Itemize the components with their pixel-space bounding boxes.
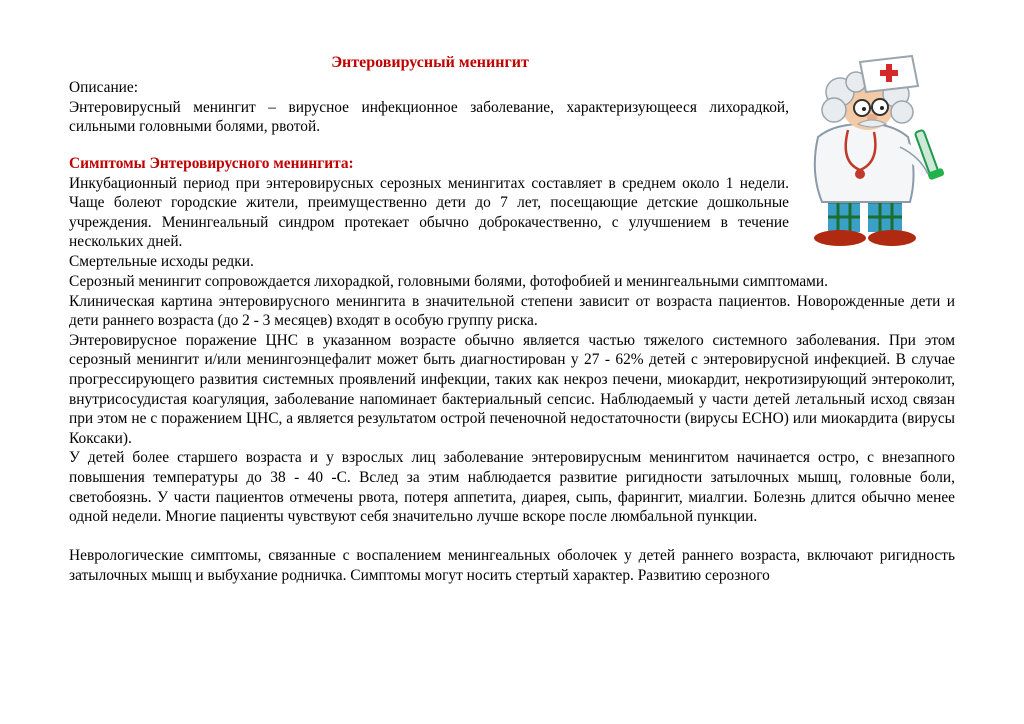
main-text-section	[69, 272, 955, 586]
paragraph-neuro: Неврологические симптомы, связанные с воспалением менингеальных оболочек у детей раннего возраста, включают ригидность затылочных мышц и выбухание родничка. Симптомы могут носить стертый характер. Развитию серозного	[69, 547, 955, 584]
document-title: Энтеровирусный менингит	[331, 54, 529, 71]
paragraph-incubation: Инкубационный период при энтеровирусных серозных менингитах составляет в среднем около 1 недели. Чаще болеют городские жители, преимущественно дети до 7 лет, посещающие детские дошкольные учреждения. Менингеальный синдром протекает обычно доброкачественно, с улучшением в течение нескольких дней.	[69, 174, 789, 251]
paragraph-older: У детей более старшего возраста и у взрослых лиц заболевание энтеровирусным менингитом начинается остро, с внезапного повышения температуры до 38 - 40 -С. Вслед за этим наблюдается развитие ригидности затылочных мышц, головные боли, светобоязнь. У части пациентов отмечены рвота, потеря аппетита, диарея, сыпь, фарингит, миалгии. Болезнь длится обычно менее одной недели. Многие пациенты чувствуют себя значительно лучше вскоре после люмбальной пункции.	[69, 449, 955, 526]
description-label: Описание:	[69, 79, 139, 96]
paragraph-serous: Серозный менингит сопровождается лихорадкой, головными болями, фотофобией и менингеальными симптомами.	[69, 273, 829, 290]
doctor-mascot-icon	[800, 52, 960, 252]
symptoms-heading: Симптомы Энтеровирусного менингита:	[69, 155, 354, 172]
paragraph-clinical: Клиническая картина энтеровирусного менингита в значительной степени зависит от возраста пациентов. Новорожденные дети и дети раннего возраста (до 2 - 3 месяцев) входят в особую группу риска.	[69, 292, 955, 330]
paragraph-deaths: Смертельные исходы редки.	[69, 252, 254, 270]
description-text: Энтеровирусный менингит – вирусное инфекционное заболевание, характеризующееся лихорадкой, сильными головными болями, рвотой.	[69, 98, 789, 136]
description-section	[69, 78, 789, 137]
symptoms-section	[69, 154, 789, 272]
paragraph-cns: Энтеровирусное поражение ЦНС в указанном возрасте обычно является частью тяжелого системного заболевания. При этом серозный менингит и/или менингоэнцефалит может быть диагностирован у 27 - 62% детей с энтеровирусной инфекцией. В случае прогрессирующего развития системных проявлений инфекции, таких как некроз печени, миокардит, некротизирующий энтероколит, внутрисосудистая коагуляция, заболевание напоминает бактериальный сепсис. Наблюдаемый у части детей летальный исход связан при этом не с поражением ЦНС, а является результатом острой печеночной недостаточности (вирусы ЕСНО) или миокардита (вирусы Коксаки).	[69, 331, 955, 447]
